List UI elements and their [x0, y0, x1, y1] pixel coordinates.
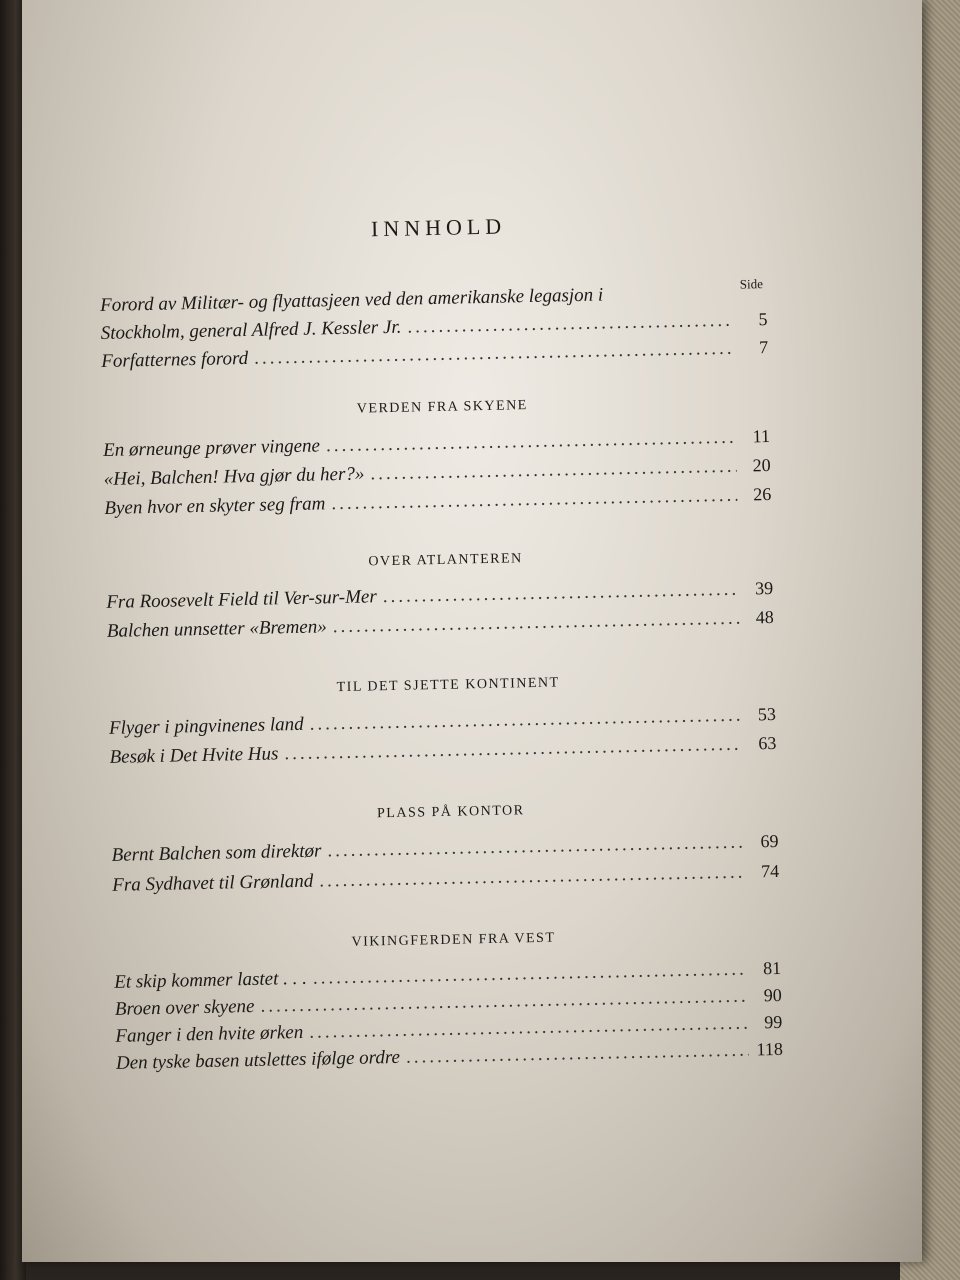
- toc-entry-page: 7: [758, 337, 769, 358]
- toc-entry-title: En ørneunge prøver vingene: [102, 435, 321, 461]
- toc-entry-page: 69: [760, 830, 779, 852]
- dot-leader: [370, 456, 737, 486]
- toc-entry-page: 11: [752, 426, 771, 447]
- toc-entry-title: Et skip kommer lastet . . .: [114, 967, 308, 993]
- toc-entry-title: Fanger i den hvite ørken: [115, 1021, 304, 1047]
- toc-entry: [112, 861, 779, 897]
- toc-entry: [107, 607, 774, 643]
- page-column-label: Side: [739, 276, 764, 292]
- section-heading: VERDEN FRA SKYENE: [356, 398, 528, 417]
- toc-entry: [104, 484, 771, 520]
- dot-leader: [313, 959, 748, 990]
- toc-entry-title: Fra Sydhavet til Grønland: [112, 870, 314, 896]
- toc-entry-page: 81: [762, 957, 782, 979]
- toc-entry-page: 48: [755, 606, 774, 628]
- section-heading: TIL DET SJETTE KONTINENT: [336, 675, 560, 696]
- toc-entry-title: Flyger i pingvinenes land: [108, 713, 304, 739]
- toc-entry-page: 118: [756, 1038, 784, 1060]
- toc-entry-page: 20: [752, 454, 771, 476]
- dot-leader: [406, 1040, 749, 1069]
- toc-entry-page: 5: [758, 309, 768, 330]
- toc-entry-title: Den tyske basen utslettes ifølge ordre: [115, 1046, 401, 1074]
- toc-entry-title: Fra Roosevelt Field til Ver-sur-Mer: [106, 586, 377, 613]
- toc-entry-title: Balchen unnsetter «Bremen»: [106, 616, 327, 642]
- dot-leader: [319, 862, 745, 893]
- toc-heading: INNHOLD: [370, 213, 507, 242]
- dot-leader: [407, 310, 734, 339]
- dot-leader: [333, 608, 741, 639]
- section-heading: OVER ATLANTEREN: [368, 551, 523, 570]
- toc-entry-page: 26: [753, 483, 772, 505]
- toc-entry-page: 53: [757, 703, 777, 725]
- section-heading: PLASS PÅ KONTOR: [376, 803, 525, 822]
- dot-leader: [309, 705, 742, 736]
- toc-entry-title: Stockholm, general Alfred J. Kessler Jr.: [100, 316, 402, 344]
- toc-entry-page: 99: [764, 1011, 783, 1033]
- toc-entry-title: Bernt Balchen som direktør: [111, 840, 322, 866]
- dot-leader: [383, 579, 740, 608]
- toc-entry-title: «Hei, Balchen! Hva gjør du her?»: [103, 463, 365, 490]
- toc-entry-line: Forord av Militær- og flyattasjeen ved den amerikanske legasjon i: [99, 284, 604, 316]
- toc-entry-title: Besøk i Det Hvite Hus: [109, 743, 279, 768]
- dot-leader: [331, 485, 737, 515]
- toc-entry: [109, 733, 776, 769]
- toc-entry-page: 90: [763, 984, 782, 1006]
- toc-entry-title: Broen over skyene: [114, 995, 255, 1020]
- dot-leader: [254, 338, 734, 370]
- toc-entry-title: Byen hvor en skyter seg fram: [104, 493, 326, 519]
- toc-entry: [111, 831, 778, 867]
- dot-leader: [260, 986, 748, 1018]
- section-heading: VIKINGFERDEN FRA VEST: [351, 930, 556, 950]
- toc-entry-page: 63: [758, 732, 777, 754]
- toc-entry-page: 74: [760, 860, 780, 882]
- book-page: [22, 0, 922, 1262]
- toc-entry-page: 39: [754, 577, 774, 599]
- dot-leader: [284, 734, 743, 766]
- toc-entry-title: Forfatternes forord: [101, 347, 249, 372]
- dot-leader: [327, 832, 745, 863]
- dot-leader: [326, 427, 737, 458]
- dot-leader: [309, 1013, 749, 1044]
